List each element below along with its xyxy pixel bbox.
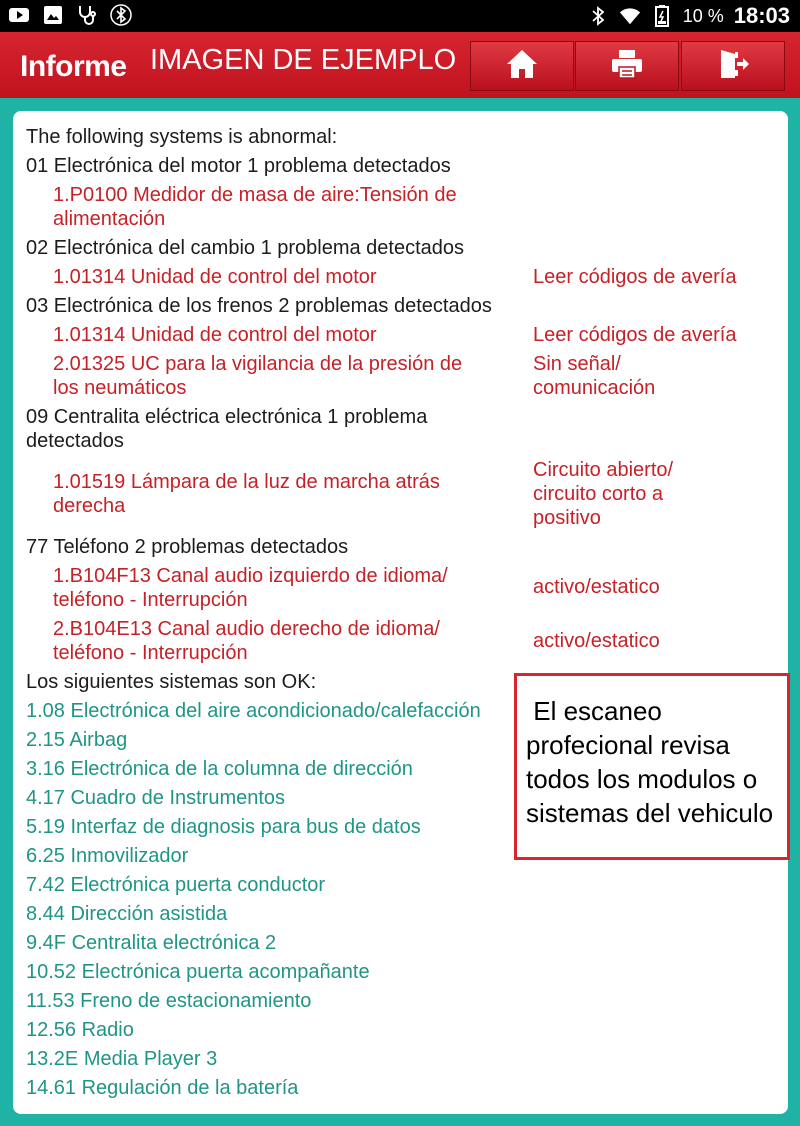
- ok-system-item: 1.08 Electrónica del aire acondicionado/calefacción: [26, 700, 481, 722]
- ok-system-item: 8.44 Dirección asistida: [26, 903, 228, 925]
- fault-status: activo/estatico: [533, 576, 660, 598]
- bluetooth-icon: [587, 5, 609, 27]
- bluetooth-icon: [110, 4, 132, 26]
- callout-note: [514, 673, 790, 860]
- fault-code: los neumáticos: [53, 377, 187, 399]
- print-button[interactable]: [575, 41, 679, 91]
- app-header: [0, 32, 800, 98]
- status-bar: [0, 0, 800, 32]
- ok-system-item: 2.15 Airbag: [26, 729, 128, 751]
- ok-system-item: 12.56 Radio: [26, 1019, 134, 1041]
- ok-system-item: 13.2E Media Player 3: [26, 1048, 218, 1070]
- gallery-icon: [42, 4, 64, 26]
- fault-code: 2.01325 UC para la vigilancia de la presión de: [53, 353, 463, 375]
- ok-system-item: 6.25 Inmovilizador: [26, 845, 189, 867]
- ok-system-item: 9.4F Centralita electrónica 2: [26, 932, 277, 954]
- ok-system-item: 14.61 Regulación de la batería: [26, 1077, 299, 1099]
- page-title: Informe: [20, 50, 127, 83]
- battery-icon: [651, 5, 673, 27]
- stethoscope-icon: [76, 4, 98, 26]
- report-panel: [13, 111, 788, 1114]
- callout-line: El escaneo: [526, 696, 662, 726]
- system-group-header: detectados: [26, 430, 124, 452]
- exit-icon: [715, 47, 751, 86]
- fault-code: 1.01519 Lámpara de la luz de marcha atrás: [53, 471, 440, 493]
- ok-system-item: 3.16 Electrónica de la columna de dirección: [26, 758, 413, 780]
- callout-line: profecional revisa: [526, 730, 730, 760]
- ok-heading: Los siguientes sistemas son OK:: [26, 671, 317, 693]
- fault-status: comunicación: [533, 377, 656, 399]
- fault-status: Leer códigos de avería: [533, 324, 737, 346]
- fault-status: Leer códigos de avería: [533, 266, 737, 288]
- callout-line: todos los modulos o: [526, 764, 758, 794]
- print-icon: [609, 47, 645, 86]
- sample-image-label: IMAGEN DE EJEMPLO: [150, 44, 457, 76]
- battery-percent: 10 %: [682, 5, 724, 26]
- fault-status: Sin señal/: [533, 353, 621, 375]
- clock: 18:03: [733, 3, 790, 28]
- youtube-icon: [8, 4, 30, 26]
- system-group-header: 09 Centralita eléctrica electrónica 1 problema: [26, 406, 428, 428]
- system-group-header: 02 Electrónica del cambio 1 problema detectados: [26, 237, 465, 259]
- system-group-header: 77 Teléfono 2 problemas detectados: [26, 536, 349, 558]
- fault-code: teléfono - Interrupción: [53, 642, 248, 664]
- system-group-header: 01 Electrónica del motor 1 problema detectados: [26, 155, 451, 177]
- fault-status: activo/estatico: [533, 630, 660, 652]
- callout-line: sistemas del vehiculo: [526, 798, 774, 828]
- fault-status: positivo: [533, 507, 601, 529]
- home-button[interactable]: [470, 41, 574, 91]
- ok-system-item: 7.42 Electrónica puerta conductor: [26, 874, 326, 896]
- fault-code: 1.01314 Unidad de control del motor: [53, 266, 377, 288]
- fault-status: circuito corto a: [533, 483, 664, 505]
- home-icon: [504, 47, 540, 86]
- system-group-header: 03 Electrónica de los frenos 2 problemas detectados: [26, 295, 492, 317]
- fault-code: alimentación: [53, 208, 166, 230]
- ok-system-item: 4.17 Cuadro de Instrumentos: [26, 787, 286, 809]
- fault-code: derecha: [53, 495, 126, 517]
- fault-code: 1.01314 Unidad de control del motor: [53, 324, 377, 346]
- fault-status: Circuito abierto/: [533, 459, 674, 481]
- ok-system-item: 10.52 Electrónica puerta acompañante: [26, 961, 370, 983]
- abnormal-heading: The following systems is abnormal:: [26, 126, 338, 148]
- exit-button[interactable]: [681, 41, 785, 91]
- fault-code: 2.B104E13 Canal audio derecho de idioma/: [53, 618, 440, 640]
- fault-code: teléfono - Interrupción: [53, 589, 248, 611]
- ok-system-item: 5.19 Interfaz de diagnosis para bus de datos: [26, 816, 421, 838]
- fault-code: 1.B104F13 Canal audio izquierdo de idioma/: [53, 565, 448, 587]
- fault-code: 1.P0100 Medidor de masa de aire:Tensión de: [53, 184, 457, 206]
- wifi-icon: [619, 5, 641, 27]
- ok-system-item: 11.53 Freno de estacionamiento: [26, 990, 312, 1012]
